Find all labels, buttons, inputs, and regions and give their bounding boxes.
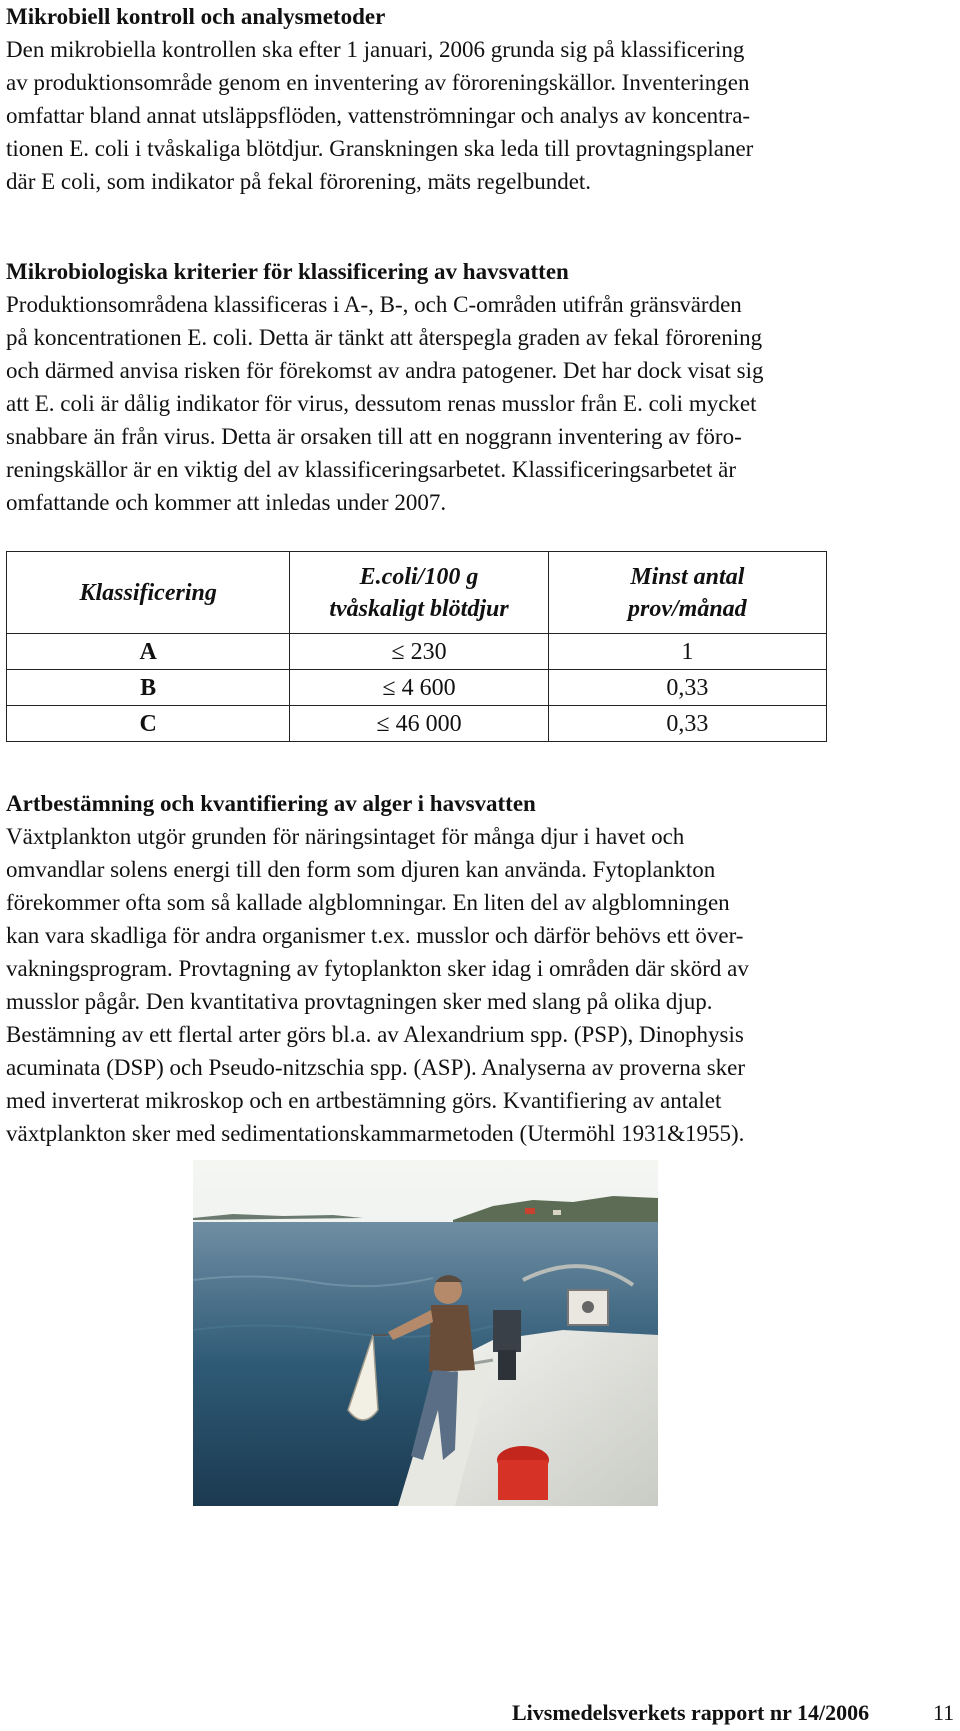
paragraph-line: på koncentrationen E. coli. Detta är tänkt att återspegla graden av fekal förorening: [6, 325, 763, 350]
column-header-ecoli: [290, 552, 548, 634]
paragraph-line: tionen E. coli i tvåskaliga blötdjur. Granskningen ska leda till provtagningsplaner: [6, 136, 754, 161]
table-row: [7, 706, 827, 742]
paragraph-line: acuminata (DSP) och Pseudo-nitzschia spp. (ASP). Analyserna av proverna sker: [6, 1055, 746, 1080]
paragraph-line: där E coli, som indikator på fekal förorening, mäts regelbundet.: [6, 169, 592, 194]
paragraph-line: växtplankton sker med sedimentationskammarmetoden (Utermöhl 1931&1955).: [6, 1121, 745, 1146]
table-cell-samples: 0,33: [548, 706, 826, 742]
header-line: E.coli/100 g: [359, 563, 479, 590]
page-number: 11: [933, 1700, 955, 1725]
paragraph-line: omfattar bland annat utsläppsflöden, vattenströmningar och analys av koncentra-: [6, 103, 751, 128]
sampling-boat-photo: [193, 1160, 658, 1506]
section-microbial-control: [6, 0, 936, 198]
table-cell-samples: 1: [548, 634, 826, 670]
section-heading: Mikrobiologiska kriterier för klassificering av havsvatten: [6, 259, 569, 284]
paragraph-line: snabbare än från virus. Detta är orsaken till att en noggrann inventering av föro-: [6, 424, 742, 449]
paragraph-line: Den mikrobiella kontrollen ska efter 1 januari, 2006 grunda sig på klassificering: [6, 37, 745, 62]
paragraph-line: musslor pågår. Den kvantitativa provtagningen sker med slang på olika djup.: [6, 989, 713, 1014]
column-header-min-samples: [548, 552, 826, 634]
paragraph-line: reningskällor är en viktig del av klassificeringsarbetet. Klassificeringsarbetet är: [6, 457, 736, 482]
section-heading: Mikrobiell kontroll och analysmetoder: [6, 4, 386, 29]
header-line: Minst antal: [630, 563, 745, 590]
paragraph-line: Produktionsområdena klassificeras i A-, B-, och C-områden utifrån gränsvärden: [6, 292, 742, 317]
paragraph-line: omfattande och kommer att inledas under 2007.: [6, 490, 447, 515]
table-row: [7, 634, 827, 670]
table-cell-class: C: [7, 706, 290, 742]
paragraph-line: kan vara skadliga för andra organismer t.ex. musslor och därför behövs ett över-: [6, 923, 744, 948]
paragraph-line: och därmed anvisa risken för förekomst av andra patogener. Det har dock visat sig: [6, 358, 764, 383]
paragraph-line: med inverterat mikroskop och en artbestämning görs. Kvantifiering av antalet: [6, 1088, 722, 1113]
paragraph-line: vakningsprogram. Provtagning av fytoplankton sker idag i områden där skörd av: [6, 956, 749, 981]
paragraph-line: förekommer ofta som så kallade algblomningar. En liten del av algblomningen: [6, 890, 730, 915]
header-line: prov/månad: [627, 595, 747, 622]
section-heading: Artbestämning och kvantifiering av alger i havsvatten: [6, 791, 536, 816]
table-row: [7, 670, 827, 706]
paragraph-line: Bestämning av ett flertal arter görs bl.a. av Alexandrium spp. (PSP), Dinophysis: [6, 1022, 744, 1047]
table-cell-class: A: [7, 634, 290, 670]
column-header-classification: [7, 552, 290, 634]
table-cell-limit: ≤ 230: [290, 634, 548, 670]
paragraph-line: Växtplankton utgör grunden för näringsintaget för många djur i havet och: [6, 824, 685, 849]
table-cell-limit: ≤ 4 600: [290, 670, 548, 706]
header-line: tvåskaligt blötdjur: [329, 595, 509, 622]
paragraph-line: att E. coli är dålig indikator för virus, dessutom renas musslor från E. coli mycket: [6, 391, 757, 416]
header-line: Klassificering: [79, 579, 217, 606]
table-cell-class: B: [7, 670, 290, 706]
section-criteria: [6, 255, 936, 519]
table-header-row: [7, 552, 827, 634]
classification-table: [6, 551, 827, 742]
report-footer-title: Livsmedelsverkets rapport nr 14/2006: [512, 1700, 870, 1725]
paragraph-line: omvandlar solens energi till den form som djuren kan använda. Fytoplankton: [6, 857, 716, 882]
table-cell-samples: 0,33: [548, 670, 826, 706]
section-algae: [6, 787, 936, 1150]
table-cell-limit: ≤ 46 000: [290, 706, 548, 742]
paragraph-line: av produktionsområde genom en inventering av föroreningskällor. Inventeringen: [6, 70, 750, 95]
